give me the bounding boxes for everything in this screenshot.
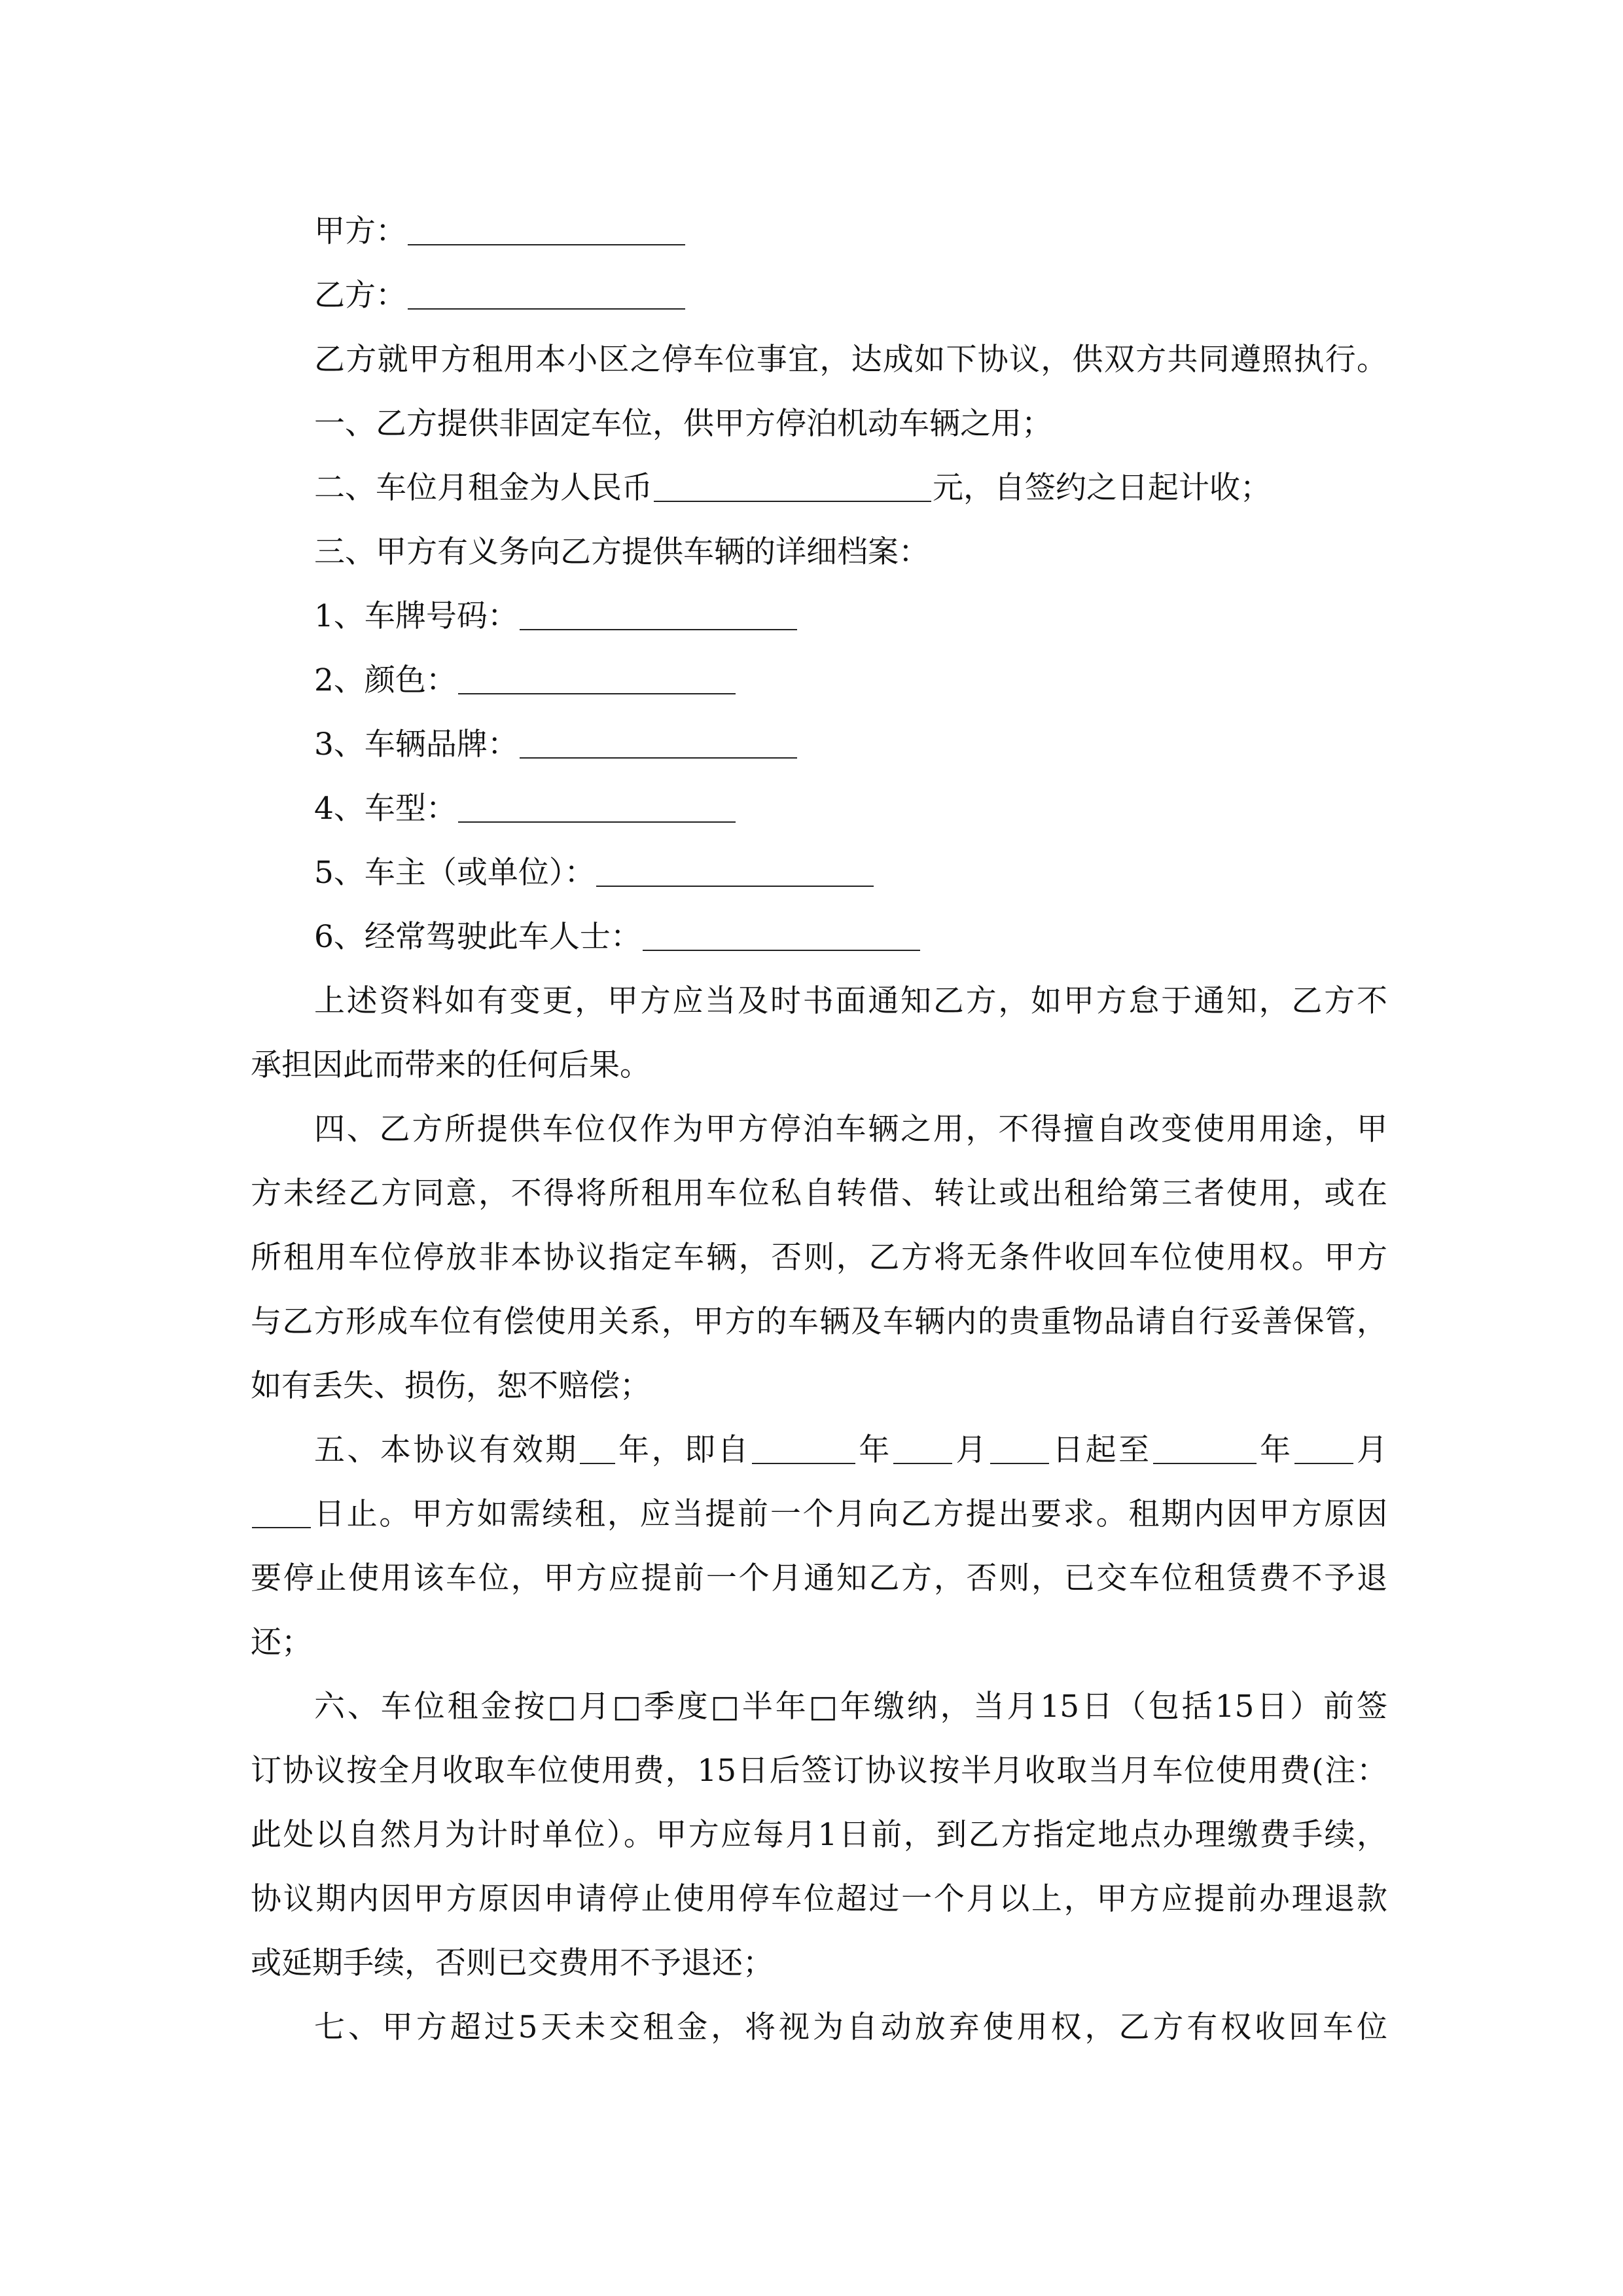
clause-6: 六、车位租金按□月□季度□半年□年缴纳，当月15日（包括15日）前签 bbox=[314, 1689, 1387, 1725]
model-blank[interactable] bbox=[458, 821, 736, 823]
clause-2-text: 二、车位月租金为人民币 bbox=[314, 470, 652, 506]
color-label: 2、颜色： bbox=[314, 662, 457, 698]
clause-6-cont: 协议期内因甲方原因申请停止使用停车位超过一个月以上，甲方应提前办理退款 bbox=[251, 1881, 1387, 1917]
brand-label: 3、车辆品牌： bbox=[314, 726, 518, 762]
intro-text: 乙方就甲方租用本小区之停车位事宜，达成如下协议，供双方共同遵照执行。 bbox=[314, 342, 1387, 378]
clause-2 bbox=[251, 456, 1387, 520]
owner-label: 5、车主（或单位）： bbox=[314, 855, 596, 891]
clause-4-cont: 与乙方形成车位有偿使用关系，甲方的车辆及车辆内的贵重物品请自行妥善保管， bbox=[251, 1304, 1387, 1340]
driver-label: 6、经常驾驶此车人士： bbox=[314, 919, 641, 955]
clause-6-end: 或延期手续，否则已交费用不予退还； bbox=[251, 1945, 774, 1981]
clause-5-text: 月 bbox=[953, 1432, 989, 1468]
change-notice-text: 上述资料如有变更，甲方应当及时书面通知乙方，如甲方怠于通知，乙方不 bbox=[314, 983, 1387, 1019]
color-blank[interactable] bbox=[458, 692, 736, 694]
driver-blank[interactable] bbox=[643, 949, 920, 951]
start-day-blank[interactable] bbox=[990, 1462, 1049, 1464]
start-year-blank[interactable] bbox=[752, 1462, 855, 1464]
start-month-blank[interactable] bbox=[893, 1462, 952, 1464]
clause-6-cont: 订协议按全月收取车位使用费，15日后签订协议按半月收取当月车位使用费(注： bbox=[251, 1753, 1387, 1789]
clause-2-text-end: 元，自签约之日起计收； bbox=[933, 470, 1271, 506]
clause-4-cont: 所租用车位停放非本协议指定车辆，否则，乙方将无条件收回车位使用权。甲方 bbox=[251, 1240, 1387, 1276]
clause-5-text: 日起至 bbox=[1050, 1432, 1152, 1468]
party-a-label: 甲方： bbox=[314, 213, 406, 249]
owner-blank[interactable] bbox=[596, 885, 874, 887]
clause-6-cont: 此处以自然月为计时单位）。甲方应每月1日前，到乙方指定地点办理缴费手续， bbox=[251, 1817, 1387, 1853]
clause-5-text: 年 bbox=[1257, 1432, 1293, 1468]
color-line bbox=[251, 649, 1387, 713]
party-b-label: 乙方： bbox=[314, 278, 406, 314]
clause-3: 三、甲方有义务向乙方提供车辆的详细档案： bbox=[314, 534, 929, 570]
change-notice-text-end: 承担因此而带来的任何后果。 bbox=[251, 1047, 651, 1083]
brand-line bbox=[251, 713, 1387, 777]
driver-line bbox=[251, 905, 1387, 969]
owner-line bbox=[251, 841, 1387, 905]
party-b-line bbox=[251, 264, 1387, 328]
end-day-blank[interactable] bbox=[252, 1526, 311, 1528]
clause-5-cont bbox=[251, 1482, 1387, 1547]
clause-4-end: 如有丢失、损伤，恕不赔偿； bbox=[251, 1368, 651, 1404]
clause-5-text: 年 bbox=[856, 1432, 892, 1468]
clause-5-text: 月 bbox=[1354, 1432, 1388, 1468]
term-years-blank[interactable] bbox=[580, 1462, 615, 1464]
end-month-blank[interactable] bbox=[1294, 1462, 1353, 1464]
brand-blank[interactable] bbox=[520, 757, 797, 759]
party-b-blank[interactable] bbox=[408, 308, 685, 310]
rent-amount-blank[interactable] bbox=[654, 500, 931, 502]
plate-number-line bbox=[251, 584, 1387, 649]
clause-7: 七、甲方超过5天未交租金，将视为自动放弃使用权，乙方有权收回车位 bbox=[314, 2009, 1387, 2045]
clause-5-text: 五、本协议有效期 bbox=[314, 1432, 579, 1468]
clause-5-text: 日止。甲方如需续租，应当提前一个月向乙方提出要求。租期内因甲方原因 bbox=[312, 1496, 1387, 1532]
plate-number-blank[interactable] bbox=[520, 628, 797, 630]
party-a-blank[interactable] bbox=[408, 243, 685, 245]
model-label: 4、车型： bbox=[314, 791, 457, 827]
clause-4-cont: 方未经乙方同意，不得将所租用车位私自转借、转让或出租给第三者使用，或在 bbox=[251, 1175, 1387, 1211]
model-line bbox=[251, 777, 1387, 841]
clause-1: 一、乙方提供非固定车位，供甲方停泊机动车辆之用； bbox=[314, 406, 1052, 442]
clause-5-end: 还； bbox=[251, 1624, 312, 1660]
clause-5 bbox=[251, 1418, 1387, 1482]
plate-number-label: 1、车牌号码： bbox=[314, 598, 518, 634]
party-a-line bbox=[251, 200, 1387, 264]
clause-5-cont: 要停止使用该车位，甲方应提前一个月通知乙方，否则，已交车位租赁费不予退 bbox=[251, 1560, 1387, 1596]
contract-body bbox=[251, 200, 1387, 2060]
end-year-blank[interactable] bbox=[1153, 1462, 1257, 1464]
clause-4: 四、乙方所提供车位仅作为甲方停泊车辆之用，不得擅自改变使用用途，甲 bbox=[314, 1111, 1387, 1147]
clause-5-text: 年，即自 bbox=[616, 1432, 751, 1468]
